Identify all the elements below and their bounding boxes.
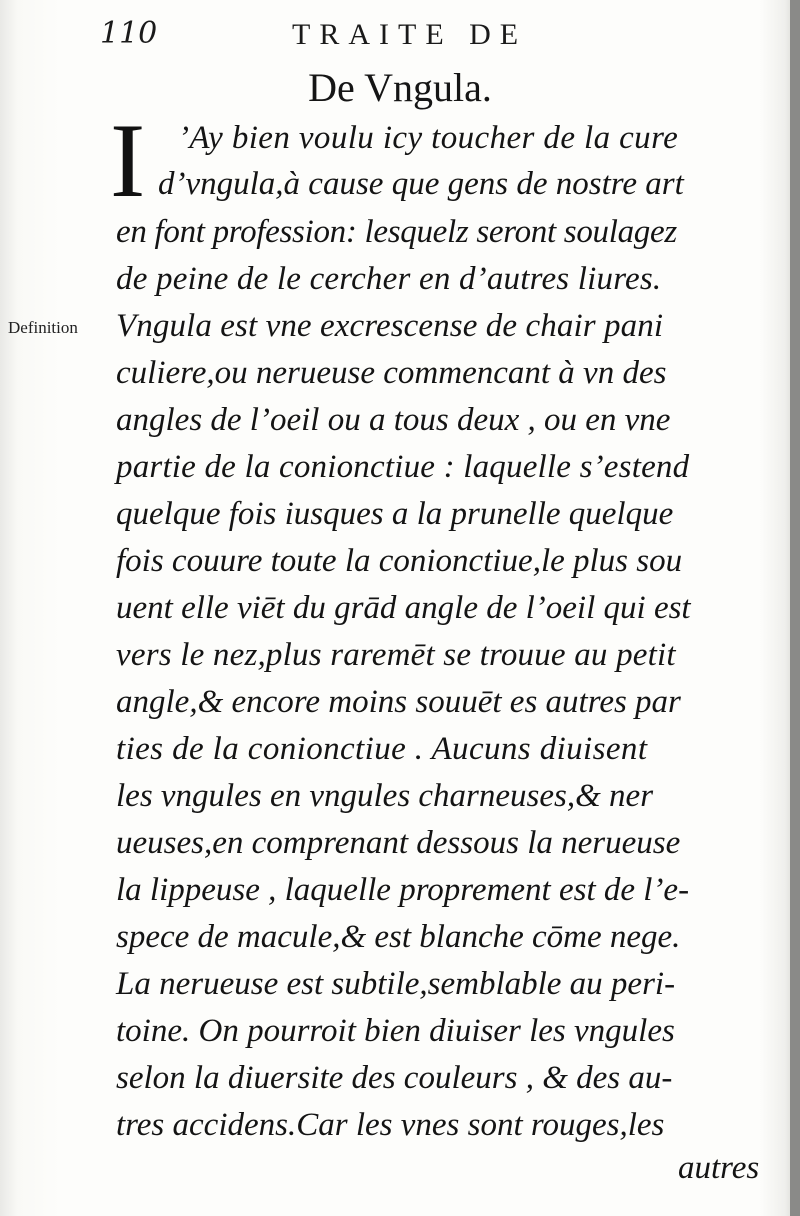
text-line: ueuses,en comprenant dessous la nerueuse (116, 825, 681, 861)
text-line: les vngules en vngules charneuses,& ner (116, 778, 654, 814)
text-line: quelque fois iusques a la prunelle quelque (116, 496, 674, 532)
text-line: partie de la conionctiue : laquelle s’estend (116, 449, 690, 485)
text-line: fois couure toute la conionctiue,le plus sou (116, 543, 683, 579)
text-line: vers le nez,plus raremēt se trouue au petit (116, 637, 676, 673)
text-line: uent elle viēt du grād angle de l’oeil qui est (116, 590, 691, 626)
text-line: toine. On pourroit bien diuiser les vngules (116, 1013, 675, 1049)
text-line: La nerueuse est subtile,semblable au peri- (116, 966, 676, 1002)
text-line: en font profession: lesquelz seront soulagez (116, 214, 677, 250)
text-line: tres accidens.Car les vnes sont rouges,les (116, 1107, 665, 1143)
text-line: ’Ay bien voulu icy toucher de la cure (178, 120, 679, 156)
text-line: angle,& encore moins souuēt es autres par (116, 684, 681, 720)
catchword: autres (678, 1150, 760, 1186)
text-line: la lippeuse , laquelle proprement est de l’e- (116, 872, 690, 908)
text-line: angles de l’oeil ou a tous deux , ou en vne (116, 402, 671, 438)
page-number: 110 (100, 16, 158, 51)
text-line: ties de la conionctiue . Aucuns diuisent (116, 731, 648, 767)
drop-cap: I (110, 102, 146, 219)
marginal-note: Definition (8, 318, 78, 337)
text-line: culiere,ou nerueuse commencant à vn des (116, 355, 667, 391)
text-line: d’vngula,à cause que gens de nostre art (158, 166, 684, 202)
text-line: spece de macule,& est blanche cōme nege. (116, 919, 681, 955)
text-line: selon la diuersite des couleurs , & des au- (116, 1060, 673, 1096)
text-line: Vngula est vne excrescense de chair pani (116, 308, 664, 344)
text-line: de peine de le cercher en d’autres liures. (116, 261, 662, 297)
section-title: De Vngula. (308, 65, 492, 110)
running-head: TRAITE DE (292, 18, 528, 51)
